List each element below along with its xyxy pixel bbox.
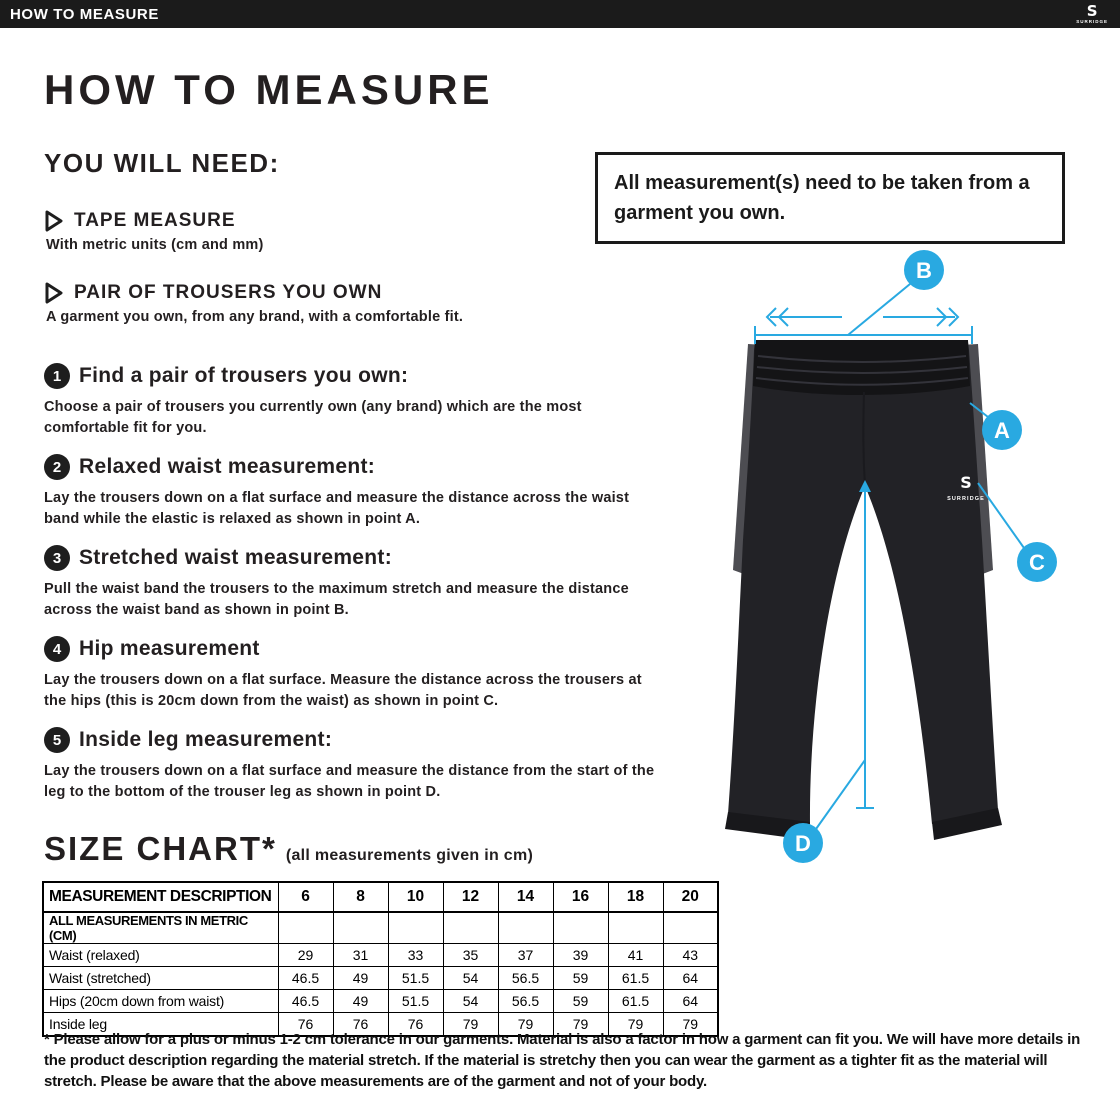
column-header: 20 bbox=[663, 882, 718, 912]
cell-value: 61.5 bbox=[608, 967, 663, 990]
step-5 bbox=[44, 727, 674, 803]
cell-value: 76 bbox=[333, 1013, 388, 1036]
step-number-badge: 1 bbox=[44, 363, 70, 389]
column-header: 6 bbox=[278, 882, 333, 912]
column-header: MEASUREMENT DESCRIPTION bbox=[43, 882, 278, 912]
step-1 bbox=[44, 363, 674, 439]
cell-value: 61.5 bbox=[608, 990, 663, 1013]
svg-text:A: A bbox=[994, 418, 1010, 443]
row-label: Inside leg bbox=[43, 1013, 278, 1036]
surridge-logo bbox=[1076, 1, 1108, 25]
need-item-trousers bbox=[44, 282, 604, 325]
table-row bbox=[43, 990, 718, 1013]
table-metric-row bbox=[43, 912, 718, 944]
inside-leg-line bbox=[856, 480, 874, 808]
point-b-badge bbox=[904, 250, 944, 290]
step-title: Relaxed waist measurement: bbox=[79, 455, 376, 478]
stretch-arrow-left bbox=[767, 308, 842, 326]
need-item-desc: With metric units (cm and mm) bbox=[46, 237, 264, 253]
row-label: Waist (relaxed) bbox=[43, 944, 278, 967]
surridge-logo-icon: S bbox=[1086, 1, 1098, 20]
step-2 bbox=[44, 454, 674, 530]
step-description: Lay the trousers down on a flat surface and measure the distance from the start of the leg to the bottom of the trouser leg as shown in point D. bbox=[44, 763, 655, 801]
cell-value: 56.5 bbox=[498, 967, 553, 990]
cell-value: 46.5 bbox=[278, 967, 333, 990]
step-description: Lay the trousers down on a flat surface and measure the distance across the waist band while the elastic is relaxed as shown in point A. bbox=[44, 490, 630, 528]
cell-value: 79 bbox=[498, 1013, 553, 1036]
step-title: Hip measurement bbox=[79, 637, 260, 660]
svg-text:B: B bbox=[916, 258, 932, 283]
cell-value: 49 bbox=[333, 967, 388, 990]
svg-text:C: C bbox=[1029, 550, 1045, 575]
column-header: 10 bbox=[388, 882, 443, 912]
cell-value: 79 bbox=[608, 1013, 663, 1036]
row-label: Waist (stretched) bbox=[43, 967, 278, 990]
cell-value: 56.5 bbox=[498, 990, 553, 1013]
table-row bbox=[43, 967, 718, 990]
svg-text:D: D bbox=[795, 831, 811, 856]
step-number-badge: 5 bbox=[44, 727, 70, 753]
cell-value: 29 bbox=[278, 944, 333, 967]
cell-value: 79 bbox=[553, 1013, 608, 1036]
step-4 bbox=[44, 636, 674, 712]
size-chart-title: SIZE CHART* bbox=[44, 830, 277, 867]
point-d-leader bbox=[816, 760, 865, 829]
cell-value: 31 bbox=[333, 944, 388, 967]
column-header: 18 bbox=[608, 882, 663, 912]
cell-value: 37 bbox=[498, 944, 553, 967]
cell-value: 64 bbox=[663, 990, 718, 1013]
table-header-row bbox=[43, 882, 718, 912]
tolerance-footnote: * Please allow for a plus or minus 1-2 cm tolerance in our garments. Material is also a factor in how a garment can fit you. We will have more details in the product description regarding the material stretch. If the material is stretchy then you can wear the garment as a tighter fit as the material will stretch. Please be aware that the above measurements are of the garment and not of your body. bbox=[44, 1031, 1081, 1090]
cell-value: 76 bbox=[278, 1013, 333, 1036]
cell-value: 41 bbox=[608, 944, 663, 967]
cell-value: 79 bbox=[663, 1013, 718, 1036]
point-a-badge bbox=[982, 410, 1022, 450]
point-b-leader bbox=[848, 284, 910, 335]
step-description: Lay the trousers down on a flat surface. Measure the distance across the trousers at the hips (this is 20cm down from the waist) as shown in point C. bbox=[44, 672, 642, 710]
cell-value: 43 bbox=[663, 944, 718, 967]
cell-value: 46.5 bbox=[278, 990, 333, 1013]
measurement-note-box: All measurement(s) need to be taken from a garment you own. bbox=[595, 152, 1065, 244]
cell-value: 35 bbox=[443, 944, 498, 967]
row-label: Hips (20cm down from waist) bbox=[43, 990, 278, 1013]
trousers-waistband bbox=[753, 340, 970, 395]
need-item-title: TAPE MEASURE bbox=[74, 210, 236, 231]
cell-value: 59 bbox=[553, 967, 608, 990]
cell-value: 54 bbox=[443, 967, 498, 990]
size-chart-subtitle: (all measurements given in cm) bbox=[285, 847, 534, 864]
column-header: 16 bbox=[553, 882, 608, 912]
cell-value: 54 bbox=[443, 990, 498, 1013]
step-number-badge: 3 bbox=[44, 545, 70, 571]
need-item-tape-measure bbox=[44, 210, 604, 253]
garment-surridge-logo-icon: S bbox=[960, 473, 972, 492]
top-bar bbox=[0, 0, 1120, 28]
step-3 bbox=[44, 545, 674, 621]
metric-row-label: ALL MEASUREMENTS IN METRIC (CM) bbox=[43, 912, 278, 944]
step-number-badge: 2 bbox=[44, 454, 70, 480]
triangle-bullet-icon bbox=[44, 282, 64, 304]
step-title: Inside leg measurement: bbox=[79, 728, 333, 751]
column-header: 8 bbox=[333, 882, 388, 912]
need-item-desc: A garment you own, from any brand, with a comfortable fit. bbox=[46, 309, 464, 325]
page-title: HOW TO MEASURE bbox=[44, 66, 494, 113]
you-will-need-heading: YOU WILL NEED: bbox=[44, 148, 280, 178]
step-number-badge: 4 bbox=[44, 636, 70, 662]
step-title: Find a pair of trousers you own: bbox=[79, 364, 409, 387]
step-title: Stretched waist measurement: bbox=[79, 546, 393, 569]
step-description: Pull the waist band the trousers to the maximum stretch and measure the distance across the waist band as shown in point B. bbox=[44, 581, 629, 619]
need-item-title: PAIR OF TROUSERS YOU OWN bbox=[74, 282, 383, 303]
table-row bbox=[43, 944, 718, 967]
cell-value: 76 bbox=[388, 1013, 443, 1036]
size-chart-table bbox=[42, 881, 719, 1037]
size-chart-heading bbox=[44, 830, 533, 868]
cell-value: 79 bbox=[443, 1013, 498, 1036]
point-c-badge bbox=[1017, 542, 1057, 582]
cell-value: 51.5 bbox=[388, 967, 443, 990]
garment-surridge-logo-text: SURRIDGE bbox=[947, 496, 985, 502]
surridge-logo-text: SURRIDGE bbox=[1076, 18, 1108, 24]
cell-value: 49 bbox=[333, 990, 388, 1013]
cell-value: 39 bbox=[553, 944, 608, 967]
stretch-arrow-right bbox=[883, 308, 958, 326]
trousers-measurement-diagram bbox=[720, 240, 1100, 880]
cell-value: 51.5 bbox=[388, 990, 443, 1013]
cell-value: 64 bbox=[663, 967, 718, 990]
triangle-bullet-icon bbox=[44, 210, 64, 232]
column-header: 14 bbox=[498, 882, 553, 912]
step-description: Choose a pair of trousers you currently own (any brand) which are the most comfortable fit for you. bbox=[44, 399, 582, 437]
cell-value: 59 bbox=[553, 990, 608, 1013]
point-d-badge bbox=[783, 823, 823, 863]
column-header: 12 bbox=[443, 882, 498, 912]
top-bar-title: HOW TO MEASURE bbox=[10, 5, 159, 23]
cell-value: 33 bbox=[388, 944, 443, 967]
